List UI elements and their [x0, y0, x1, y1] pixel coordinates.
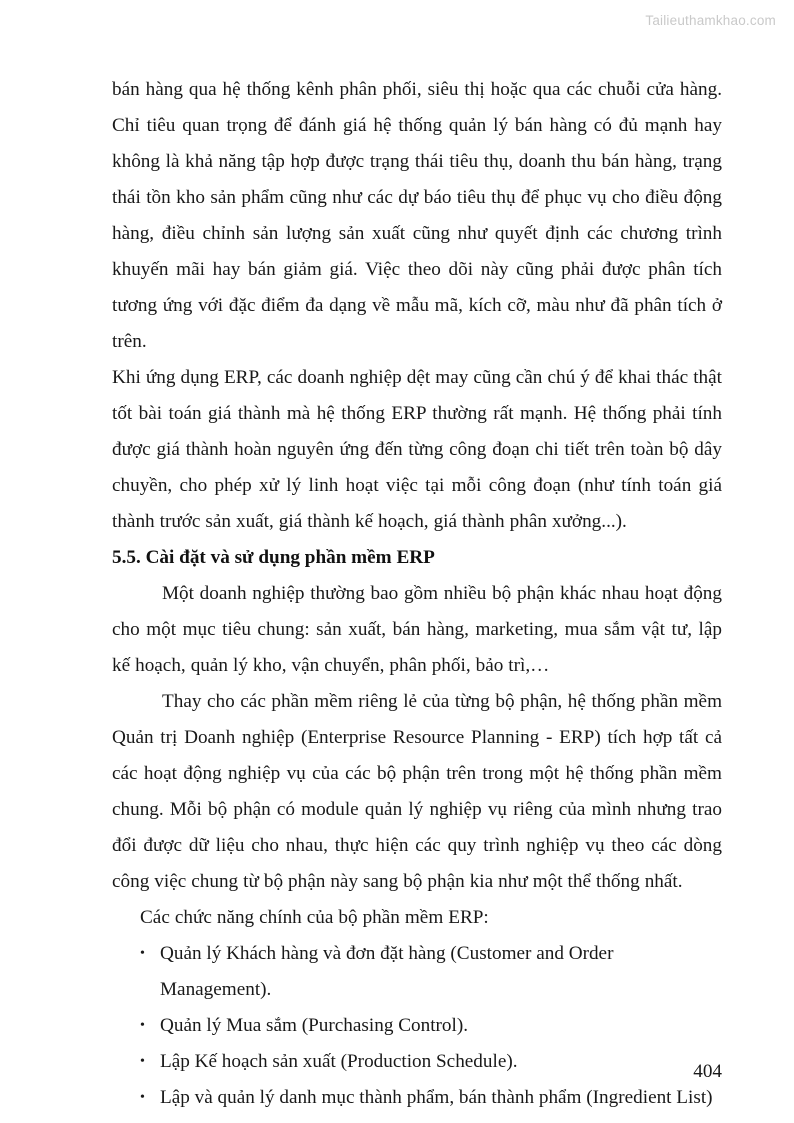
list-item [112, 1008, 722, 1044]
bullet-dot-icon: • [140, 946, 145, 961]
list-item-label: Quản lý Khách hàng và đơn đặt hàng (Customer and Order Management). [160, 943, 614, 1000]
bullet-dot-icon: • [140, 1090, 145, 1105]
paragraph-enterprise-departments: Một doanh nghiệp thường bao gồm nhiều bộ phận khác nhau hoạt động cho một mục tiêu chung: sản xuất, bán hàng, marketing, mua sắm vật tư, lập kế hoạch, quản lý kho, vận chuyển, phân phối, bảo trì,… [112, 583, 722, 676]
paragraph-erp-costing: Khi ứng dụng ERP, các doanh nghiệp dệt may cũng cần chú ý để khai thác thật tốt bài toán giá thành mà hệ thống ERP thường rất mạnh. Hệ thống phải tính được giá thành hoàn nguyên ứng đến từng công đoạn chi tiết trên toàn bộ dây chuyền, cho phép xử lý linh hoạt việc tại mỗi công đoạn (như tính toán giá thành trước sản xuất, giá thành kế hoạch, giá thành phân xưởng...). [112, 367, 722, 532]
paragraph-list-intro: Các chức năng chính của bộ phần mềm ERP: [140, 907, 489, 928]
paragraph-sales-channel: bán hàng qua hệ thống kênh phân phối, siêu thị hoặc qua các chuỗi cửa hàng. Chỉ tiêu quan trọng để đánh giá hệ thống quản lý bán hàng có đủ mạnh hay không là khả năng tập hợp được trạng thái tiêu thụ, doanh thu bán hàng, trạng thái tồn kho sản phẩm cũng như các dự báo tiêu thụ để phục vụ cho điều động hàng, điều chỉnh sản lượng sản xuất cũng như quyết định các chương trình khuyến mãi hay bán giảm giá. Việc theo dõi này cũng phải được phân tích tương ứng với đặc điểm đa dạng về mẫu mã, kích cỡ, màu như đã phân tích ở trên. [112, 79, 722, 352]
list-item [112, 936, 722, 1008]
page-number: 404 [693, 1061, 722, 1082]
bullet-dot-icon: • [140, 1018, 145, 1033]
list-item-label: Lập và quản lý danh mục thành phẩm, bán thành phẩm (Ingredient List) [160, 1087, 713, 1108]
section-heading-5-5: 5.5. Cài đặt và sử dụng phần mềm ERP [112, 547, 435, 568]
erp-function-list [112, 936, 722, 1116]
watermark-text: Tailieuthamkhao.com [645, 13, 776, 28]
list-item-label: Lập Kế hoạch sản xuất (Production Schedule). [160, 1051, 518, 1072]
list-item-label: Quản lý Mua sắm (Purchasing Control). [160, 1015, 469, 1036]
bullet-dot-icon: • [140, 1054, 145, 1069]
document-content [112, 72, 722, 1116]
paragraph-erp-definition: Thay cho các phần mềm riêng lẻ của từng bộ phận, hệ thống phần mềm Quản trị Doanh nghiệp (Enterprise Resource Planning - ERP) tích hợp tất cả các hoạt động nghiệp vụ của các bộ phận trên trong một hệ thống phần mềm chung. Mỗi bộ phận có module quản lý nghiệp vụ riêng của mình nhưng trao đổi được dữ liệu cho nhau, thực hiện các quy trình nghiệp vụ theo các dòng công việc chung từ bộ phận này sang bộ phận kia như một thể thống nhất. [112, 691, 722, 892]
